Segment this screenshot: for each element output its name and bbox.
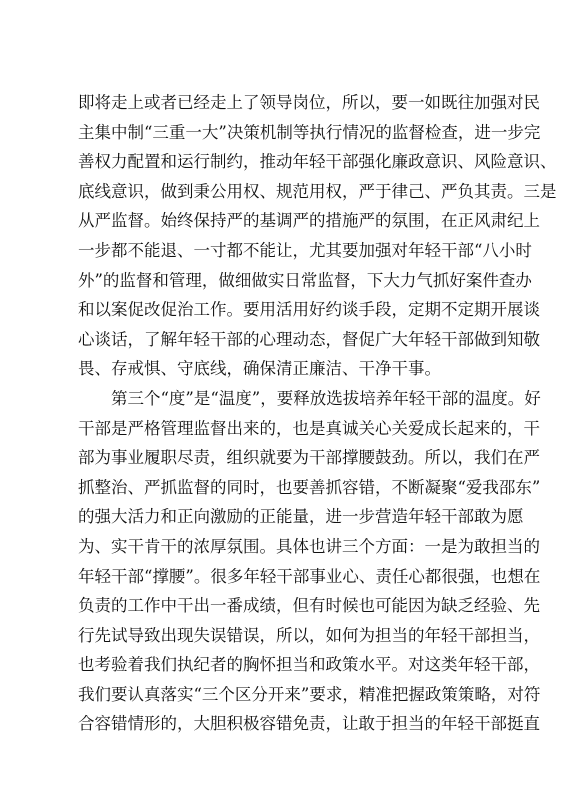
text-line: 行先试导致出现失误错误，所以，如何为担当的年轻干部担当， (78, 625, 540, 645)
text-line: 第三个“度”是“温度”，要释放选拔培养年轻干部的温度。好 (78, 388, 541, 408)
text-line: 为、实干肯干的浓厚氛围。具体也讲三个方面：一是为敢担当的 (78, 536, 540, 556)
text-line: 抓整治、严抓监督的同时，也要善抓容错，不断凝聚“爱我邵东” (78, 477, 541, 497)
paragraph-end-line: 畏、存戒惧、守底线，确保清正廉洁、干净干事。 (78, 359, 441, 379)
text-line: 底线意识，做到秉公用权、规范用权，严于律己、严负其责。三是 (78, 181, 557, 201)
text-line: 负责的工作中干出一番成绩，但有时候也可能因为缺乏经验、先 (78, 596, 540, 616)
text-line: 也考验着我们执纪者的胸怀担当和政策水平。对这类年轻干部， (78, 655, 540, 675)
text-line: 善权力配置和运行制约，推动年轻干部强化廉政意识、风险意识、 (78, 152, 557, 172)
text-line: 心谈话，了解年轻干部的心理动态，督促广大年轻干部做到知敬 (78, 329, 540, 349)
text-line: 即将走上或者已经走上了领导岗位，所以，要一如既往加强对民 (78, 93, 540, 112)
text-line: 年轻干部“撑腰”。很多年轻干部事业心、责任心都很强，也想在 (78, 566, 541, 586)
text-line: 我们要认真落实“三个区分开来”要求，精准把握政策策略，对符 (78, 684, 541, 704)
text-line: 干部是严格管理监督出来的，也是真诚关心关爱成长起来的，干 (78, 418, 540, 438)
text-line: 一步都不能退、一寸都不能让，尤其要加强对年轻干部“八小时 (78, 240, 532, 260)
body-text (78, 88, 557, 739)
text-line: 主集中制“三重一大”决策机制等执行情况的监督检查，进一步完 (78, 122, 541, 142)
text-line: 外”的监督和管理，做细做实日常监督，下大力气抓好案件查办 (78, 270, 532, 290)
text-line: 从严监督。始终保持严的基调严的措施严的氛围，在正风肃纪上 (78, 211, 540, 231)
text-line: 合容错情形的，大胆积极容错免责，让敢于担当的年轻干部挺直 (78, 714, 540, 734)
text-line: 部为事业履职尽责，组织就要为干部撑腰鼓劲。所以，我们在严 (78, 448, 540, 468)
text-line: 的强大活力和正向激励的正能量，进一步营造年轻干部敢为愿 (78, 507, 524, 527)
text-line: 和以案促改促治工作。要用活用好约谈手段，定期不定期开展谈 (78, 300, 540, 320)
